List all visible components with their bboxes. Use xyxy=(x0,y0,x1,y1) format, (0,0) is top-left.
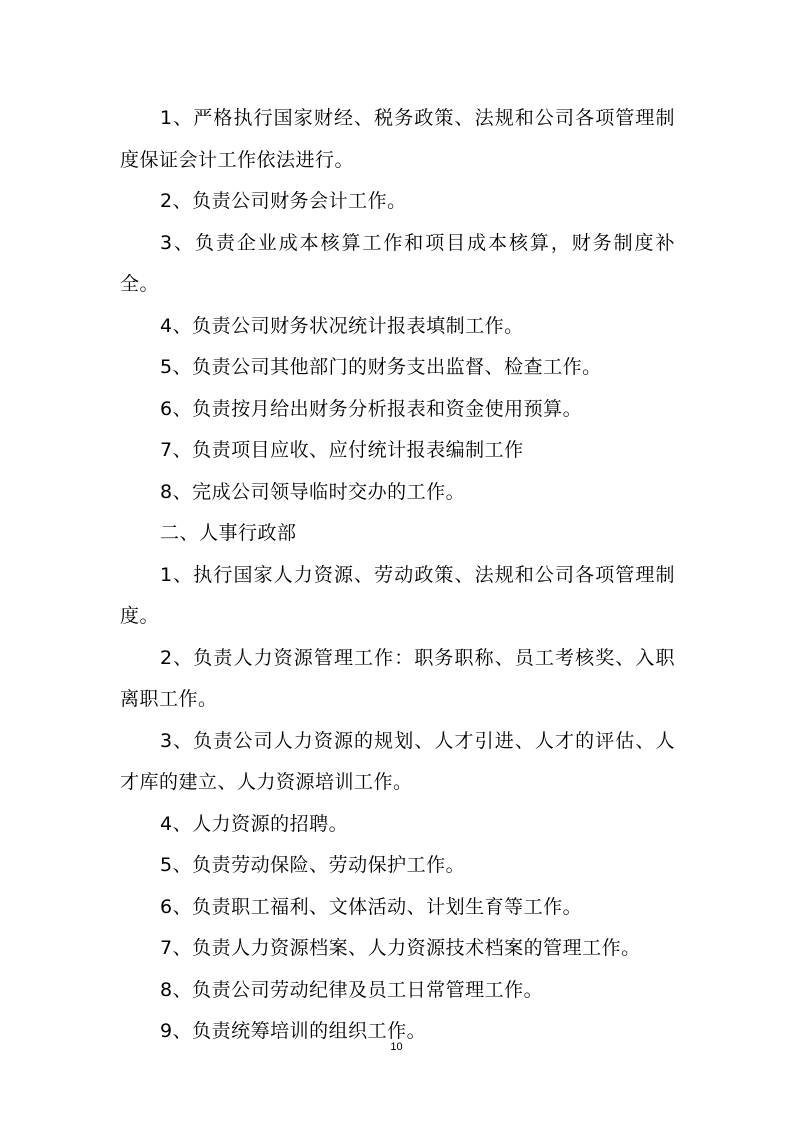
paragraph-finance-3: 3、负责企业成本核算工作和项目成本核算，财务制度补全。 xyxy=(120,231,675,295)
paragraph-hr-2: 2、负责人力资源管理工作：职务职称、员工考核奖、入职离职工作。 xyxy=(120,646,675,710)
paragraph-finance-6: 6、负责按月给出财务分析报表和资金使用预算。 xyxy=(160,397,583,420)
paragraph-hr-8: 8、负责公司劳动纪律及员工日常管理工作。 xyxy=(160,978,544,1001)
paragraph-finance-2: 2、负责公司财务会计工作。 xyxy=(160,190,407,212)
paragraph-finance-1: 1、严格执行国家财经、税务政策、法规和公司各项管理制度保证会计工作依法进行。 xyxy=(120,107,675,171)
paragraph-finance-4: 4、负责公司财务状况统计报表填制工作。 xyxy=(160,314,524,337)
paragraph-hr-6: 6、负责职工福利、文体活动、计划生育等工作。 xyxy=(160,895,583,918)
paragraph-finance-7: 7、负责项目应收、应付统计报表编制工作 xyxy=(160,439,524,461)
page-number: 10 xyxy=(390,1041,403,1053)
section-heading-hr: 二、人事行政部 xyxy=(160,522,297,544)
paragraph-hr-3: 3、负责公司人力资源的规划、人才引进、人才的评估、人才库的建立、人力资源培训工作。 xyxy=(120,729,675,793)
paragraph-finance-5: 5、负责公司其他部门的财务支出监督、检查工作。 xyxy=(160,356,602,378)
paragraph-hr-5: 5、负责劳动保险、劳动保护工作。 xyxy=(160,854,466,876)
paragraph-hr-7: 7、负责人力资源档案、人力资源技术档案的管理工作。 xyxy=(160,937,641,959)
paragraph-hr-9: 9、负责统筹培训的组织工作。 xyxy=(160,1020,427,1042)
paragraph-finance-8: 8、完成公司领导临时交办的工作。 xyxy=(160,480,466,503)
paragraph-hr-1: 1、执行国家人力资源、劳动政策、法规和公司各项管理制度。 xyxy=(120,563,675,627)
body-text xyxy=(120,98,675,1053)
paragraph-hr-4: 4、人力资源的招聘。 xyxy=(160,812,349,835)
